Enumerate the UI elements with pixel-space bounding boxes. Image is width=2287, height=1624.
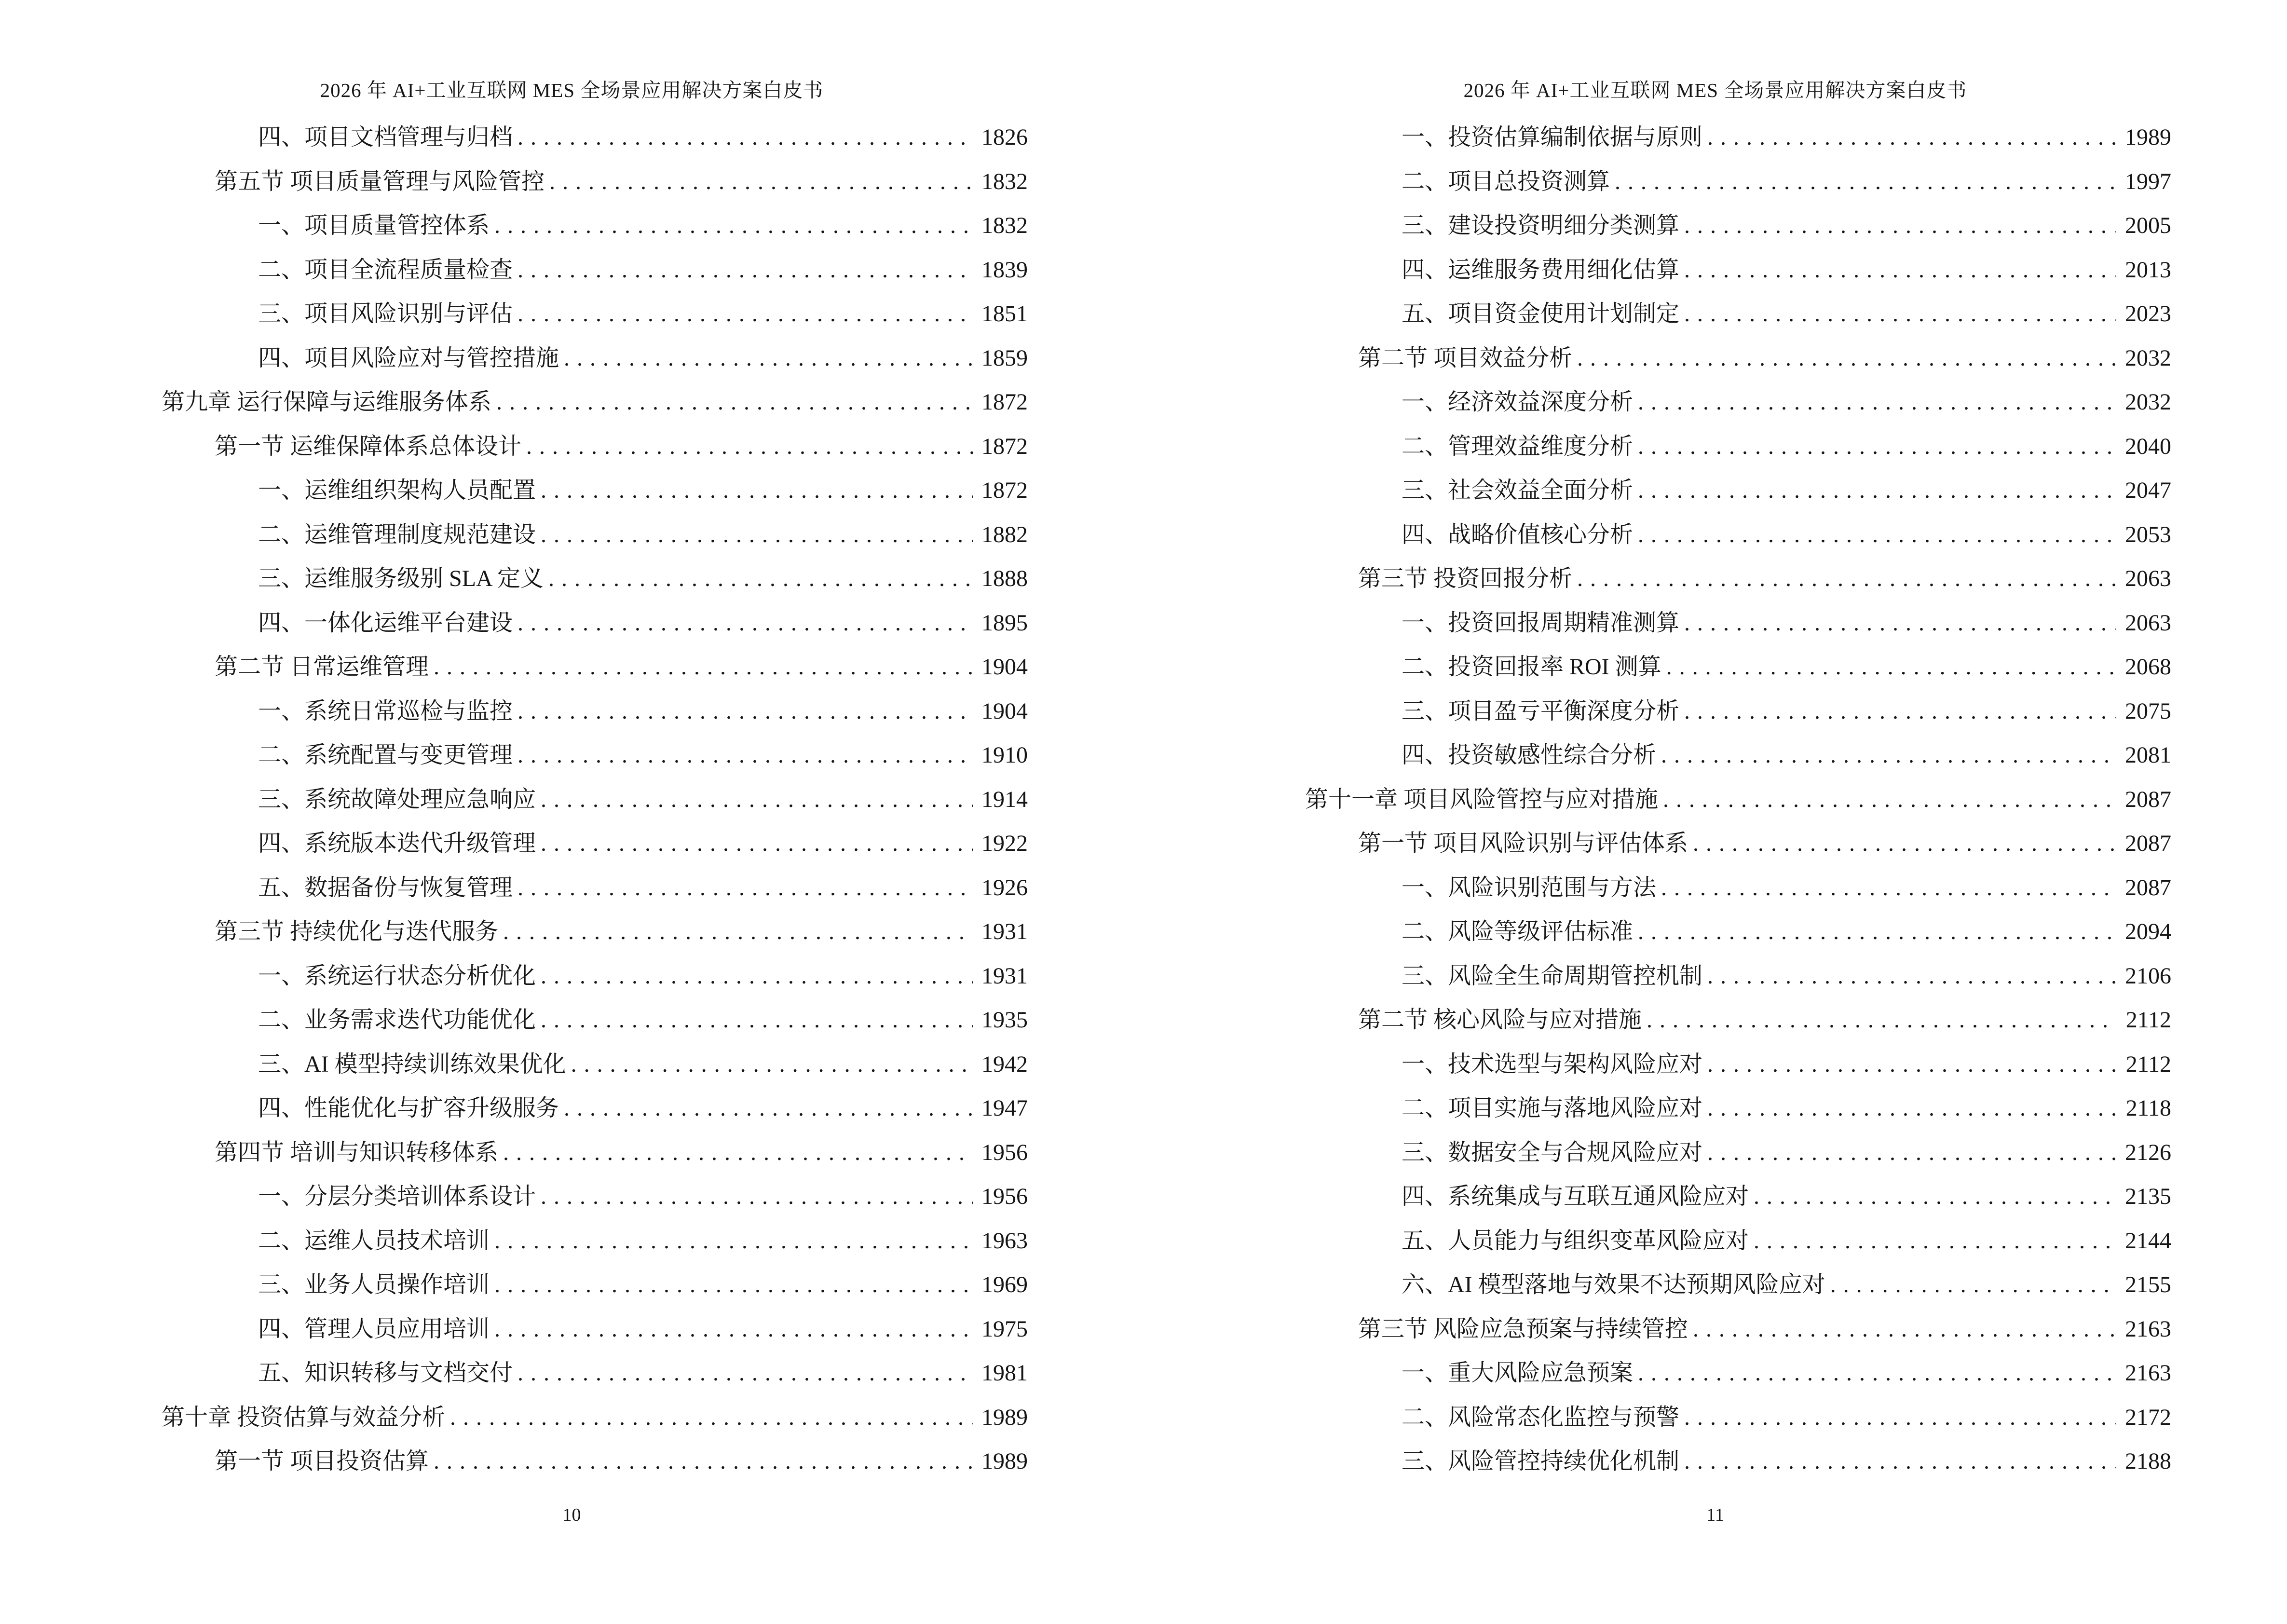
toc-entry (1305, 1307, 2171, 1351)
toc-entry (1305, 954, 2171, 998)
toc-entry-title: 三、业务人员操作培训 (258, 1272, 490, 1297)
toc-dot-leader (494, 1263, 973, 1307)
toc-dot-leader (1830, 1263, 2116, 1307)
toc-dot-leader (1754, 1219, 2116, 1263)
toc-dot-leader (1693, 1307, 2116, 1351)
toc-entry-title: 第十章 投资估算与效益分析 (162, 1404, 446, 1430)
toc-entry-title: 第二节 项目效益分析 (1358, 345, 1573, 371)
document-header: 2026 年 AI+工业互联网 MES 全场景应用解决方案白皮书 (1463, 79, 1967, 101)
toc-entry (162, 733, 1028, 778)
toc-entry (1305, 557, 2171, 601)
toc-entry-page-number: 1832 (981, 213, 1028, 238)
toc-entry-page-number: 2106 (2125, 963, 2171, 989)
toc-entry-page-number: 2094 (2125, 919, 2171, 944)
toc-entry-page-number: 2032 (2125, 345, 2171, 371)
toc-dot-leader (1666, 645, 2116, 689)
toc-entry-title: 四、运维服务费用细化估算 (1402, 257, 1680, 283)
toc-entry-title: 四、投资敏感性综合分析 (1402, 742, 1657, 768)
toc-entry-page-number: 1931 (981, 963, 1028, 989)
toc-dot-leader (1661, 733, 2116, 778)
toc-dot-leader (1684, 689, 2116, 734)
toc-entry (1305, 380, 2171, 424)
toc-entry-page-number: 1895 (981, 610, 1028, 636)
toc-entry (1305, 424, 2171, 469)
toc-entry (162, 1395, 1028, 1440)
toc-entry (1305, 689, 2171, 734)
toc-entry-page-number: 2135 (2125, 1184, 2171, 1209)
toc-entry-title: 三、数据安全与合规风险应对 (1402, 1139, 1703, 1165)
toc-entry-page-number: 1851 (981, 301, 1028, 327)
toc-entry (1305, 998, 2171, 1042)
toc-entry-title: 一、风险识别范围与方法 (1402, 874, 1657, 901)
toc-dot-leader (517, 866, 973, 910)
toc-dot-leader (541, 1174, 973, 1219)
toc-entry (162, 1042, 1028, 1087)
toc-dot-leader (450, 1395, 973, 1440)
toc-dot-leader (517, 733, 973, 778)
toc-entry (162, 1439, 1028, 1484)
toc-entry-title: 第一节 项目风险识别与评估体系 (1358, 831, 1688, 856)
toc-entry-title: 第三节 风险应急预案与持续管控 (1358, 1316, 1688, 1342)
toc-entry (1305, 160, 2171, 204)
toc-entry-page-number: 1981 (981, 1360, 1028, 1386)
toc-entry-page-number: 2087 (2125, 786, 2171, 812)
toc-entry-page-number: 2075 (2125, 698, 2171, 724)
toc-dot-leader (434, 645, 973, 689)
toc-dot-leader (1707, 1086, 2117, 1131)
toc-entry-page-number: 1872 (981, 389, 1028, 415)
toc-entry (1305, 115, 2171, 160)
toc-entry-page-number: 2163 (2125, 1360, 2171, 1386)
toc-entry (162, 1131, 1028, 1175)
toc-entry-title: 四、项目文档管理与归档 (258, 124, 513, 150)
toc-dot-leader (1663, 778, 2116, 822)
toc-entry-page-number: 1839 (981, 257, 1028, 283)
toc-entry-title: 一、投资估算编制依据与原则 (1402, 124, 1703, 150)
toc-entry-page-number: 2032 (2125, 389, 2171, 415)
toc-entry-title: 二、项目总投资测算 (1402, 168, 1610, 194)
toc-entry-title: 第三节 投资回报分析 (1358, 566, 1573, 591)
toc-entry (1305, 821, 2171, 866)
toc-dot-leader (541, 821, 973, 866)
toc-entry (162, 689, 1028, 734)
toc-dot-leader (1684, 248, 2116, 292)
toc-entry-title: 四、性能优化与扩容升级服务 (258, 1095, 559, 1121)
toc-entry-title: 三、建设投资明细分类测算 (1402, 213, 1680, 238)
toc-entry-page-number: 1826 (981, 124, 1028, 150)
toc-entry-title: 六、AI 模型落地与效果不达预期风险应对 (1402, 1272, 1825, 1297)
toc-entry-title: 四、项目风险应对与管控措施 (258, 345, 559, 371)
toc-entry-title: 三、运维服务级别 SLA 定义 (258, 566, 544, 591)
toc-entry (1305, 645, 2171, 689)
toc-entry-title: 三、项目盈亏平衡深度分析 (1402, 698, 1680, 724)
toc-entry (162, 778, 1028, 822)
toc-entry-title: 三、社会效益全面分析 (1402, 478, 1634, 503)
toc-entry-page-number: 2023 (2125, 301, 2171, 327)
toc-entry (1305, 1395, 2171, 1440)
toc-dot-leader (548, 557, 973, 601)
toc-dot-leader (541, 954, 973, 998)
toc-entry (162, 1086, 1028, 1131)
toc-entry-page-number: 1926 (981, 874, 1028, 901)
toc-entry-title: 一、项目质量管控体系 (258, 213, 490, 238)
toc-entry (162, 468, 1028, 513)
toc-entry (162, 821, 1028, 866)
toc-entry (1305, 513, 2171, 557)
toc-entry-title: 一、投资回报周期精准测算 (1402, 610, 1680, 636)
toc-entry-page-number: 2163 (2125, 1316, 2171, 1342)
toc-entry (162, 513, 1028, 557)
toc-entry (1305, 733, 2171, 778)
toc-entry-page-number: 1872 (981, 478, 1028, 503)
toc-dot-leader (503, 1131, 973, 1175)
toc-entry-title: 第三节 持续优化与迭代服务 (215, 919, 499, 944)
toc-dot-leader (541, 778, 973, 822)
toc-entry-title: 二、风险等级评估标准 (1402, 919, 1634, 944)
toc-entry-page-number: 2005 (2125, 213, 2171, 238)
toc-entry-title: 三、风险管控持续优化机制 (1402, 1448, 1680, 1474)
toc-entry-title: 第四节 培训与知识转移体系 (215, 1139, 499, 1165)
toc-entry-page-number: 1872 (981, 433, 1028, 459)
toc-entry-page-number: 1922 (981, 831, 1028, 856)
document-header: 2026 年 AI+工业互联网 MES 全场景应用解决方案白皮书 (320, 79, 824, 101)
toc-dot-leader (1577, 336, 2116, 381)
toc-entry-page-number: 1989 (2125, 124, 2171, 150)
toc-entry-page-number: 2013 (2125, 257, 2171, 283)
toc-entry (162, 380, 1028, 424)
toc-entry-page-number: 2126 (2125, 1139, 2171, 1165)
toc-entry-title: 四、系统集成与互联互通风险应对 (1402, 1184, 1749, 1209)
toc-entry-page-number: 1975 (981, 1316, 1028, 1342)
toc-entry (1305, 601, 2171, 645)
toc-entry-title: 第一节 项目投资估算 (215, 1448, 429, 1474)
toc-entry (162, 292, 1028, 336)
toc-page-right (1144, 0, 2287, 1624)
toc-entry (1305, 866, 2171, 910)
toc-dot-leader (564, 336, 973, 381)
toc-entry-page-number: 1888 (981, 566, 1028, 591)
toc-entry-title: 三、项目风险识别与评估 (258, 301, 513, 327)
toc-entry (1305, 248, 2171, 292)
toc-entry (1305, 778, 2171, 822)
toc-entry-page-number: 1942 (981, 1051, 1028, 1077)
toc-dot-leader (517, 601, 973, 645)
toc-entry-title: 第二节 日常运维管理 (215, 654, 429, 680)
toc-entry (162, 866, 1028, 910)
toc-entry-page-number: 2053 (2125, 521, 2171, 547)
toc-entry-title: 一、重大风险应急预案 (1402, 1360, 1634, 1386)
toc-entry-page-number: 1989 (981, 1404, 1028, 1430)
toc-dot-leader (1638, 468, 2116, 513)
toc-dot-leader (526, 424, 973, 469)
toc-entry-page-number: 1904 (981, 698, 1028, 724)
toc-dot-leader (1638, 424, 2116, 469)
toc-entry-title: 一、系统日常巡检与监控 (258, 698, 513, 724)
toc-entry (162, 160, 1028, 204)
toc-entry-title: 一、经济效益深度分析 (1402, 389, 1634, 415)
toc-dot-leader (434, 1439, 973, 1484)
toc-entry (162, 601, 1028, 645)
toc-dot-leader (517, 248, 973, 292)
toc-dot-leader (1693, 821, 2116, 866)
toc-dot-leader (517, 1351, 973, 1395)
toc-entry-page-number: 2087 (2125, 831, 2171, 856)
toc-entry (162, 645, 1028, 689)
toc-entry-title: 三、风险全生命周期管控机制 (1402, 963, 1703, 989)
toc-entry-page-number: 1969 (981, 1272, 1028, 1297)
toc-entry-title: 二、运维人员技术培训 (258, 1228, 490, 1254)
toc-dot-leader (1684, 601, 2116, 645)
toc-entry-page-number: 1859 (981, 345, 1028, 371)
page-number: 10 (562, 1505, 581, 1525)
toc-dot-leader (541, 998, 973, 1042)
toc-entry-page-number: 2068 (2125, 654, 2171, 680)
toc-dot-leader (1707, 115, 2116, 160)
toc-entry-title: 第五节 项目质量管理与风险管控 (215, 168, 545, 194)
toc-entry-title: 一、技术选型与架构风险应对 (1402, 1051, 1703, 1077)
toc-entry-title: 五、项目资金使用计划制定 (1402, 301, 1680, 327)
toc-dot-leader (541, 513, 973, 557)
toc-entry-page-number: 2040 (2125, 433, 2171, 459)
toc-dot-leader (517, 689, 973, 734)
toc-entry-title: 一、系统运行状态分析优化 (258, 963, 536, 989)
toc-entry (1305, 1263, 2171, 1307)
toc-entry (162, 248, 1028, 292)
toc-entry-title: 二、风险常态化监控与预警 (1402, 1404, 1680, 1430)
toc-dot-leader (564, 1086, 973, 1131)
toc-dot-leader (1647, 998, 2117, 1042)
toc-entry-title: 一、运维组织架构人员配置 (258, 478, 536, 503)
toc-entry (162, 1307, 1028, 1351)
toc-entry-title: 三、AI 模型持续训练效果优化 (258, 1051, 566, 1077)
toc-entry-page-number: 1963 (981, 1228, 1028, 1254)
toc-entry-title: 一、分层分类培训体系设计 (258, 1184, 536, 1209)
toc-entry (1305, 1439, 2171, 1484)
toc-entry-page-number: 2047 (2125, 478, 2171, 503)
toc-entry-page-number: 2172 (2125, 1404, 2171, 1430)
toc-entry-title: 二、业务需求迭代功能优化 (258, 1007, 536, 1033)
toc-entry-title: 二、投资回报率 ROI 测算 (1402, 654, 1661, 680)
toc-dot-leader (1684, 1439, 2116, 1484)
toc-entry-page-number: 2188 (2125, 1448, 2171, 1474)
toc-entry-page-number: 2087 (2125, 874, 2171, 901)
toc-dot-leader (496, 380, 973, 424)
toc-entry (162, 115, 1028, 160)
toc-entry-title: 二、运维管理制度规范建设 (258, 521, 536, 547)
toc-entry (1305, 910, 2171, 954)
toc-entry (1305, 204, 2171, 248)
toc-entry (162, 424, 1028, 469)
toc-entry-page-number: 1914 (981, 786, 1028, 812)
toc-entry-page-number: 2063 (2125, 566, 2171, 591)
toc-entry-title: 第二节 核心风险与应对措施 (1358, 1007, 1642, 1033)
toc-entry (1305, 336, 2171, 381)
toc-entry (162, 998, 1028, 1042)
toc-entry (162, 557, 1028, 601)
toc-entry-title: 五、数据备份与恢复管理 (258, 874, 513, 901)
toc-entry (162, 954, 1028, 998)
toc-entry-title: 四、系统版本迭代升级管理 (258, 831, 536, 856)
toc-entry-page-number: 1832 (981, 168, 1028, 194)
toc-entry-page-number: 2063 (2125, 610, 2171, 636)
toc-entry (162, 1351, 1028, 1395)
toc-entry-page-number: 1956 (981, 1139, 1028, 1165)
toc-dot-leader (549, 160, 973, 204)
toc-entry (1305, 468, 2171, 513)
toc-list-right (1305, 115, 2171, 1484)
toc-entry-page-number: 2112 (2125, 1051, 2171, 1077)
toc-entry (1305, 1042, 2171, 1087)
toc-dot-leader (1661, 866, 2116, 910)
toc-entry-page-number: 2081 (2125, 742, 2171, 768)
toc-entry-title: 四、一体化运维平台建设 (258, 610, 513, 636)
toc-dot-leader (517, 292, 973, 336)
toc-dot-leader (494, 1219, 973, 1263)
toc-entry (1305, 1219, 2171, 1263)
toc-entry-page-number: 2144 (2125, 1228, 2171, 1254)
toc-dot-leader (1615, 160, 2116, 204)
toc-entry-page-number: 1956 (981, 1184, 1028, 1209)
toc-dot-leader (1638, 513, 2116, 557)
toc-entry (1305, 1174, 2171, 1219)
toc-dot-leader (1577, 557, 2116, 601)
toc-entry-title: 四、战略价值核心分析 (1402, 521, 1634, 547)
toc-entry-title: 二、管理效益维度分析 (1402, 433, 1634, 459)
toc-entry-page-number: 1935 (981, 1007, 1028, 1033)
toc-dot-leader (1684, 204, 2116, 248)
toc-dot-leader (517, 115, 973, 160)
page-number: 11 (1706, 1505, 1724, 1525)
toc-entry-page-number: 1882 (981, 521, 1028, 547)
toc-dot-leader (541, 468, 973, 513)
toc-entry (1305, 1131, 2171, 1175)
toc-entry-page-number: 1904 (981, 654, 1028, 680)
toc-entry-page-number: 1997 (2125, 168, 2171, 194)
toc-entry-page-number: 1931 (981, 919, 1028, 944)
toc-entry-title: 二、项目全流程质量检查 (258, 257, 513, 283)
toc-dot-leader (503, 910, 973, 954)
toc-dot-leader (1638, 1351, 2116, 1395)
toc-entry-title: 五、人员能力与组织变革风险应对 (1402, 1228, 1749, 1254)
toc-dot-leader (1707, 1131, 2116, 1175)
toc-entry-title: 四、管理人员应用培训 (258, 1316, 490, 1342)
toc-entry (162, 1219, 1028, 1263)
toc-entry-title: 第九章 运行保障与运维服务体系 (162, 389, 492, 415)
toc-entry-title: 第一节 运维保障体系总体设计 (215, 433, 522, 459)
toc-dot-leader (1638, 380, 2116, 424)
toc-entry (162, 1174, 1028, 1219)
toc-dot-leader (494, 204, 973, 248)
toc-dot-leader (1638, 910, 2116, 954)
toc-dot-leader (1754, 1174, 2116, 1219)
toc-dot-leader (494, 1307, 973, 1351)
toc-entry (162, 1263, 1028, 1307)
toc-entry-page-number: 2118 (2125, 1095, 2171, 1121)
toc-entry-title: 三、系统故障处理应急响应 (258, 786, 536, 812)
toc-dot-leader (1707, 954, 2116, 998)
toc-dot-leader (1684, 1395, 2116, 1440)
toc-entry-page-number: 1989 (981, 1448, 1028, 1474)
toc-entry (162, 336, 1028, 381)
toc-entry-title: 二、系统配置与变更管理 (258, 742, 513, 768)
toc-entry-title: 五、知识转移与文档交付 (258, 1360, 513, 1386)
toc-dot-leader (1707, 1042, 2117, 1087)
toc-entry (162, 910, 1028, 954)
toc-dot-leader (571, 1042, 973, 1087)
toc-entry-title: 二、项目实施与落地风险应对 (1402, 1095, 1703, 1121)
toc-entry-page-number: 2155 (2125, 1272, 2171, 1297)
toc-entry (1305, 292, 2171, 336)
toc-list-left (162, 115, 1028, 1484)
toc-dot-leader (1684, 292, 2116, 336)
toc-entry (1305, 1086, 2171, 1131)
toc-entry-page-number: 1910 (981, 742, 1028, 768)
toc-entry (162, 204, 1028, 248)
toc-entry-title: 第十一章 项目风险管控与应对措施 (1305, 786, 1659, 812)
toc-entry-page-number: 2112 (2125, 1007, 2171, 1033)
toc-entry-page-number: 1947 (981, 1095, 1028, 1121)
toc-entry (1305, 1351, 2171, 1395)
